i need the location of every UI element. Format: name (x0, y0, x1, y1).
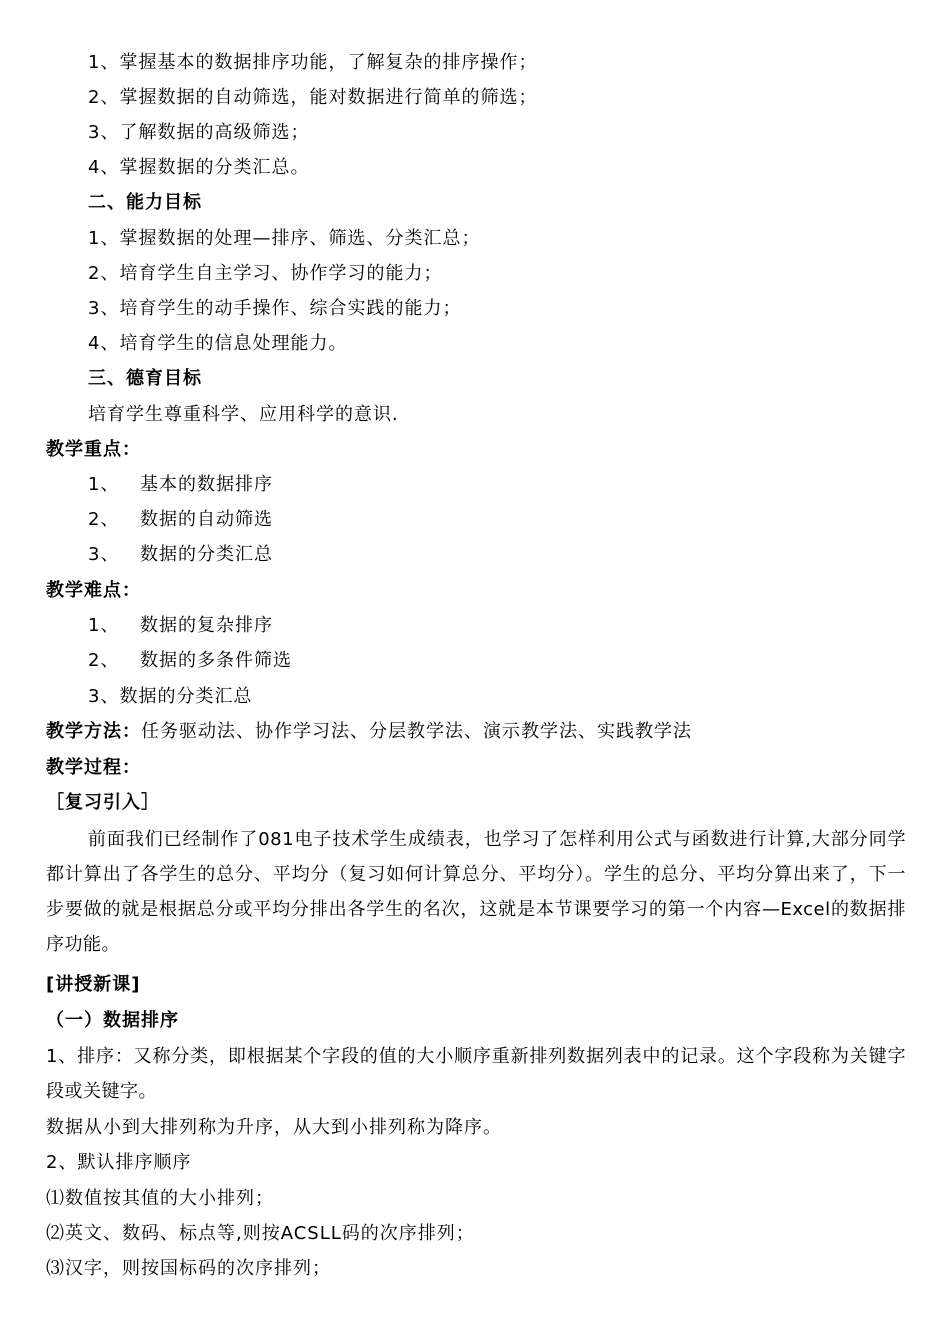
key-point-text: 数据的自动筛选 (140, 509, 273, 530)
key-point-2 (88, 507, 273, 533)
section-sorting-heading: （一）数据排序 (46, 1010, 179, 1031)
difficulty-number: 2、 (88, 650, 120, 671)
difficulty-3: 3、数据的分类汇总 (88, 686, 253, 707)
methods-line (46, 719, 692, 745)
key-point-text: 数据的分类汇总 (140, 544, 273, 565)
process-heading: 教学过程： (46, 757, 141, 778)
review-heading: ［复习引入］ (46, 792, 160, 813)
knowledge-item-1: 1、掌握基本的数据排序功能，了解复杂的排序操作； (88, 52, 538, 73)
ability-heading: 二、能力目标 (88, 192, 202, 213)
ability-item-2: 2、培育学生自主学习、协作学习的能力； (88, 263, 443, 284)
key-point-1 (88, 472, 273, 498)
sort-definition: 1、排序：又称分类，即根据某个字段的值的大小顺序重新排列数据列表中的记录。这个字段称为关键字段或关键字。 (46, 1046, 906, 1102)
review-paragraph: 前面我们已经制作了081电子技术学生成绩表，也学习了怎样利用公式与函数进行计算,大部分同学都计算出了各学生的总分、平均分（复习如何计算总分、平均分）。学生的总分、平均分算出来了，下一步要做的就是根据总分或平均分排出各学生的名次，这就是本节课要学习的第一个内容—Excel的数据排序功能。 (46, 829, 906, 955)
key-points-heading: 教学重点： (46, 439, 141, 460)
knowledge-item-3: 3、了解数据的高级筛选； (88, 122, 310, 143)
key-point-number: 1、 (88, 474, 120, 495)
knowledge-item-2: 2、掌握数据的自动筛选，能对数据进行简单的筛选； (88, 87, 538, 108)
knowledge-item-4: 4、掌握数据的分类汇总。 (88, 157, 310, 178)
key-point-number: 2、 (88, 509, 120, 530)
difficulty-1 (88, 613, 273, 639)
ability-item-4: 4、培育学生的信息处理能力。 (88, 333, 348, 354)
key-point-number: 3、 (88, 544, 120, 565)
key-point-text: 基本的数据排序 (140, 474, 273, 495)
difficulty-text: 数据的多条件筛选 (140, 650, 292, 671)
moral-heading: 三、德育目标 (88, 368, 202, 389)
ability-item-3: 3、培育学生的动手操作、综合实践的能力； (88, 298, 462, 319)
order-text: 数据从小到大排列称为升序，从大到小排列称为降序。 (46, 1117, 502, 1138)
difficulty-2 (88, 648, 292, 674)
key-point-3 (88, 542, 273, 568)
default-order-heading: 2、默认排序顺序 (46, 1152, 192, 1173)
moral-text: 培育学生尊重科学、应用科学的意识. (88, 404, 399, 425)
difficulties-heading: 教学难点： (46, 580, 141, 601)
difficulty-number: 1、 (88, 615, 120, 636)
rule-2: ⑵英文、数码、标点等,则按ACSLL码的次序排列； (46, 1223, 475, 1244)
rule-1: ⑴数值按其值的大小排列； (46, 1188, 274, 1209)
difficulty-text: 数据的复杂排序 (140, 615, 273, 636)
ability-item-1: 1、掌握数据的处理—排序、筛选、分类汇总； (88, 228, 481, 249)
new-lesson-heading: [讲授新课] (46, 974, 141, 995)
rule-3: ⑶汉字，则按国标码的次序排列； (46, 1258, 331, 1279)
methods-text: 任务驱动法、协作学习法、分层教学法、演示教学法、实践教学法 (141, 721, 692, 742)
methods-label: 教学方法： (46, 721, 141, 742)
